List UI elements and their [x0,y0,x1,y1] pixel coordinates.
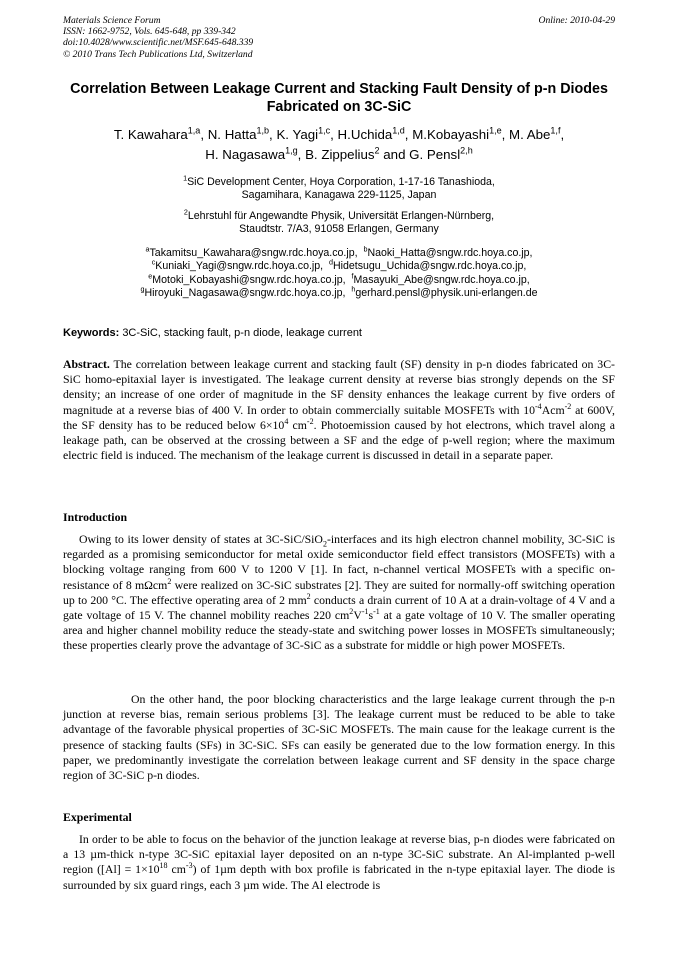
introduction-paragraph: On the other hand, the poor blocking characteristics and the large leakage current through the p-n junction at reverse bias, remain serious problems [3]. The leakage current must be reduced to be able to take advantage of the favorable physical properties of 3C-SiC MOSFETs. The main cause for the leakage current is the presence of stacking faults (SFs) in 3C-SiC. SFs can easily be generated due to the low formation energy. In this paper, we predominantly investigate the correlation between leakage current and SF density in the space charge region of 3C-SiC p-n diodes. [63,692,615,783]
email: $^d$Hidetsugu_Uchida@sngw.rdc.hoya.co.jp, [328,257,527,273]
keywords [63,326,615,340]
author: T. Kawahara$^{1,a}$ [113,125,201,142]
author-emails [40,244,638,301]
author: M. Abe$^{1,f}$ [509,125,561,142]
email: $^h$gerhard.pensl@physik.uni-erlangen.de [351,284,538,300]
experimental-paragraph: In order to be able to focus on the behavior of the junction leakage at reverse bias, p-n diodes were fabricated on a 13 µm-thick n-type 3C-SiC epitaxial layer deposited on an n-type 3C-SiC substrate. An Al-implanted p-well region ($[Al] = 1\times 10^{18}$ $cm^{-3}$) of 1µm depth with box profile is fabricated in the n-type epitaxial layer. The diode is surrounded by six guard rings, each 3 µm wide. The Al electrode is [63,832,615,892]
journal-header [63,15,253,60]
paper-title: Correlation Between Leakage Current and Stacking Fault Density of p-n Diodes Fabricated on 3C-SiC [70,81,608,115]
author: B. Zippelius$^2$ [305,145,380,162]
introduction-paragraph: Owing to its lower density of states at 3C-SiC/SiO$_2$-interfaces and its high electron channel mobility, 3C-SiC is regarded as a promising semiconductor for metal oxide semiconductor field effect transistors (MOSFETs) with a blocking voltage ranging from 600 V to 1200 V [1]. In fact, n-channel vertical MOSFETs with a specific on-resistance of 8 mΩcm$^2$ were realized on 3C-SiC substrates [2]. They are suited for normally-off switching operation up to 200 °C. The effective operating area of 2 $mm^2$ conducts a drain current of 10 A at a drain-voltage of 4 V and a gate voltage of 15 V. The channel mobility reaches 220 $cm^2V^{-1}s^{-1}$ at a gate voltage of 10 V. The smaller operating area and higher channel mobility reduce the steady-state and switching power losses in MOSFETs simultaneously; these properties clearly prove the advantage of 3C-SiC as a substrate for middle or high power MOSFETs. [63,532,615,653]
keywords-text: 3C-SiC, stacking fault, p-n diode, leakage current [122,327,362,339]
keywords-label: Keywords: [63,327,120,339]
journal-name: Materials Science Forum [63,15,161,26]
doi-line: doi:10.4028/www.scientific.net/MSF.645-648.339 [63,37,254,49]
abstract: Abstract. The correlation between leakage current and stacking fault (SF) density in p-n diodes fabricated on 3C-SiC homo-epitaxial layer is investigated. The leakage current density at reverse bias strongly depends on the SF density; an increase of one order of magnitude in the SF density enhances the leakage current by five orders of magnitude at a reverse bias of 400 V. In order to obtain commercially suitable MOSFETs with $10^{-4}Acm^{-2}$ at 600V, the SF density has to be reduced below $6\times 10^4$ $cm^{-2}$. Photoemission caused by hot electrons, which travel along a leakage path, can be observed at the crossing between a SF and the edge of p-well region; where the maximum electric field is induced. The mechanism of the leakage current is discussed in detail in a separate paper. [63,357,615,463]
email: $^b$Naoki_Hatta@sngw.rdc.hoya.co.jp, [363,244,533,259]
affiliation-2: $^2$Lehrstuhl für Angewandte Physik, Universität Erlangen-Nürnberg, Staudtstr. 7/A3, 91058 Erlangen, Germany [183,207,495,236]
author-list: T. Kawahara$^{1,a}$, N. Hatta$^{1,b}$, K. Yagi$^{1,c}$, H.Uchida$^{1,d}$, M.Kobayashi$^{1,e}$, M. Abe$^{1,f}$, H. Nagasawa$^{1,g}$, B. Zippelius$^2$ and G. Pensl$^{2,h}$ [113,125,565,162]
author: N. Hatta$^{1,b}$ [207,125,270,142]
abstract-label: Abstract. [63,357,110,371]
author: H.Uchida$^{1,d}$ [337,125,405,142]
author: K. Yagi$^{1,c}$ [276,125,331,142]
issn-line: ISSN: 1662-9752, Vols. 645-648, pp 339-342 [63,26,236,38]
author: H. Nagasawa$^{1,g}$ [205,145,298,162]
affiliation-1: $^1$SiC Development Center, Hoya Corporation, 1-17-16 Tanashioda, Sagamihara, Kanagawa 229-1125, Japan [183,173,495,202]
introduction-heading: Introduction [63,510,128,524]
email: $^f$Masayuki_Abe@sngw.rdc.hoya.co.jp, [351,271,530,286]
email: $^c$Kuniaki_Yagi@sngw.rdc.hoya.co.jp, [151,257,324,273]
email: $^a$Takamitsu_Kawahara@sngw.rdc.hoya.co.jp, [145,244,358,259]
author: M.Kobayashi$^{1,e}$ [412,125,502,142]
experimental-heading: Experimental [63,810,132,824]
copyright-line: © 2010 Trans Tech Publications Ltd, Switzerland [63,48,253,60]
author: G. Pensl$^{2,h}$ [409,145,473,162]
email: $^g$Hiroyuki_Nagasawa@sngw.rdc.hoya.co.jp, [140,284,346,300]
online-date: Online: 2010-04-29 [538,15,615,26]
email: $^e$Motoki_Kobayashi@sngw.rdc.hoya.co.jp, [148,271,346,286]
